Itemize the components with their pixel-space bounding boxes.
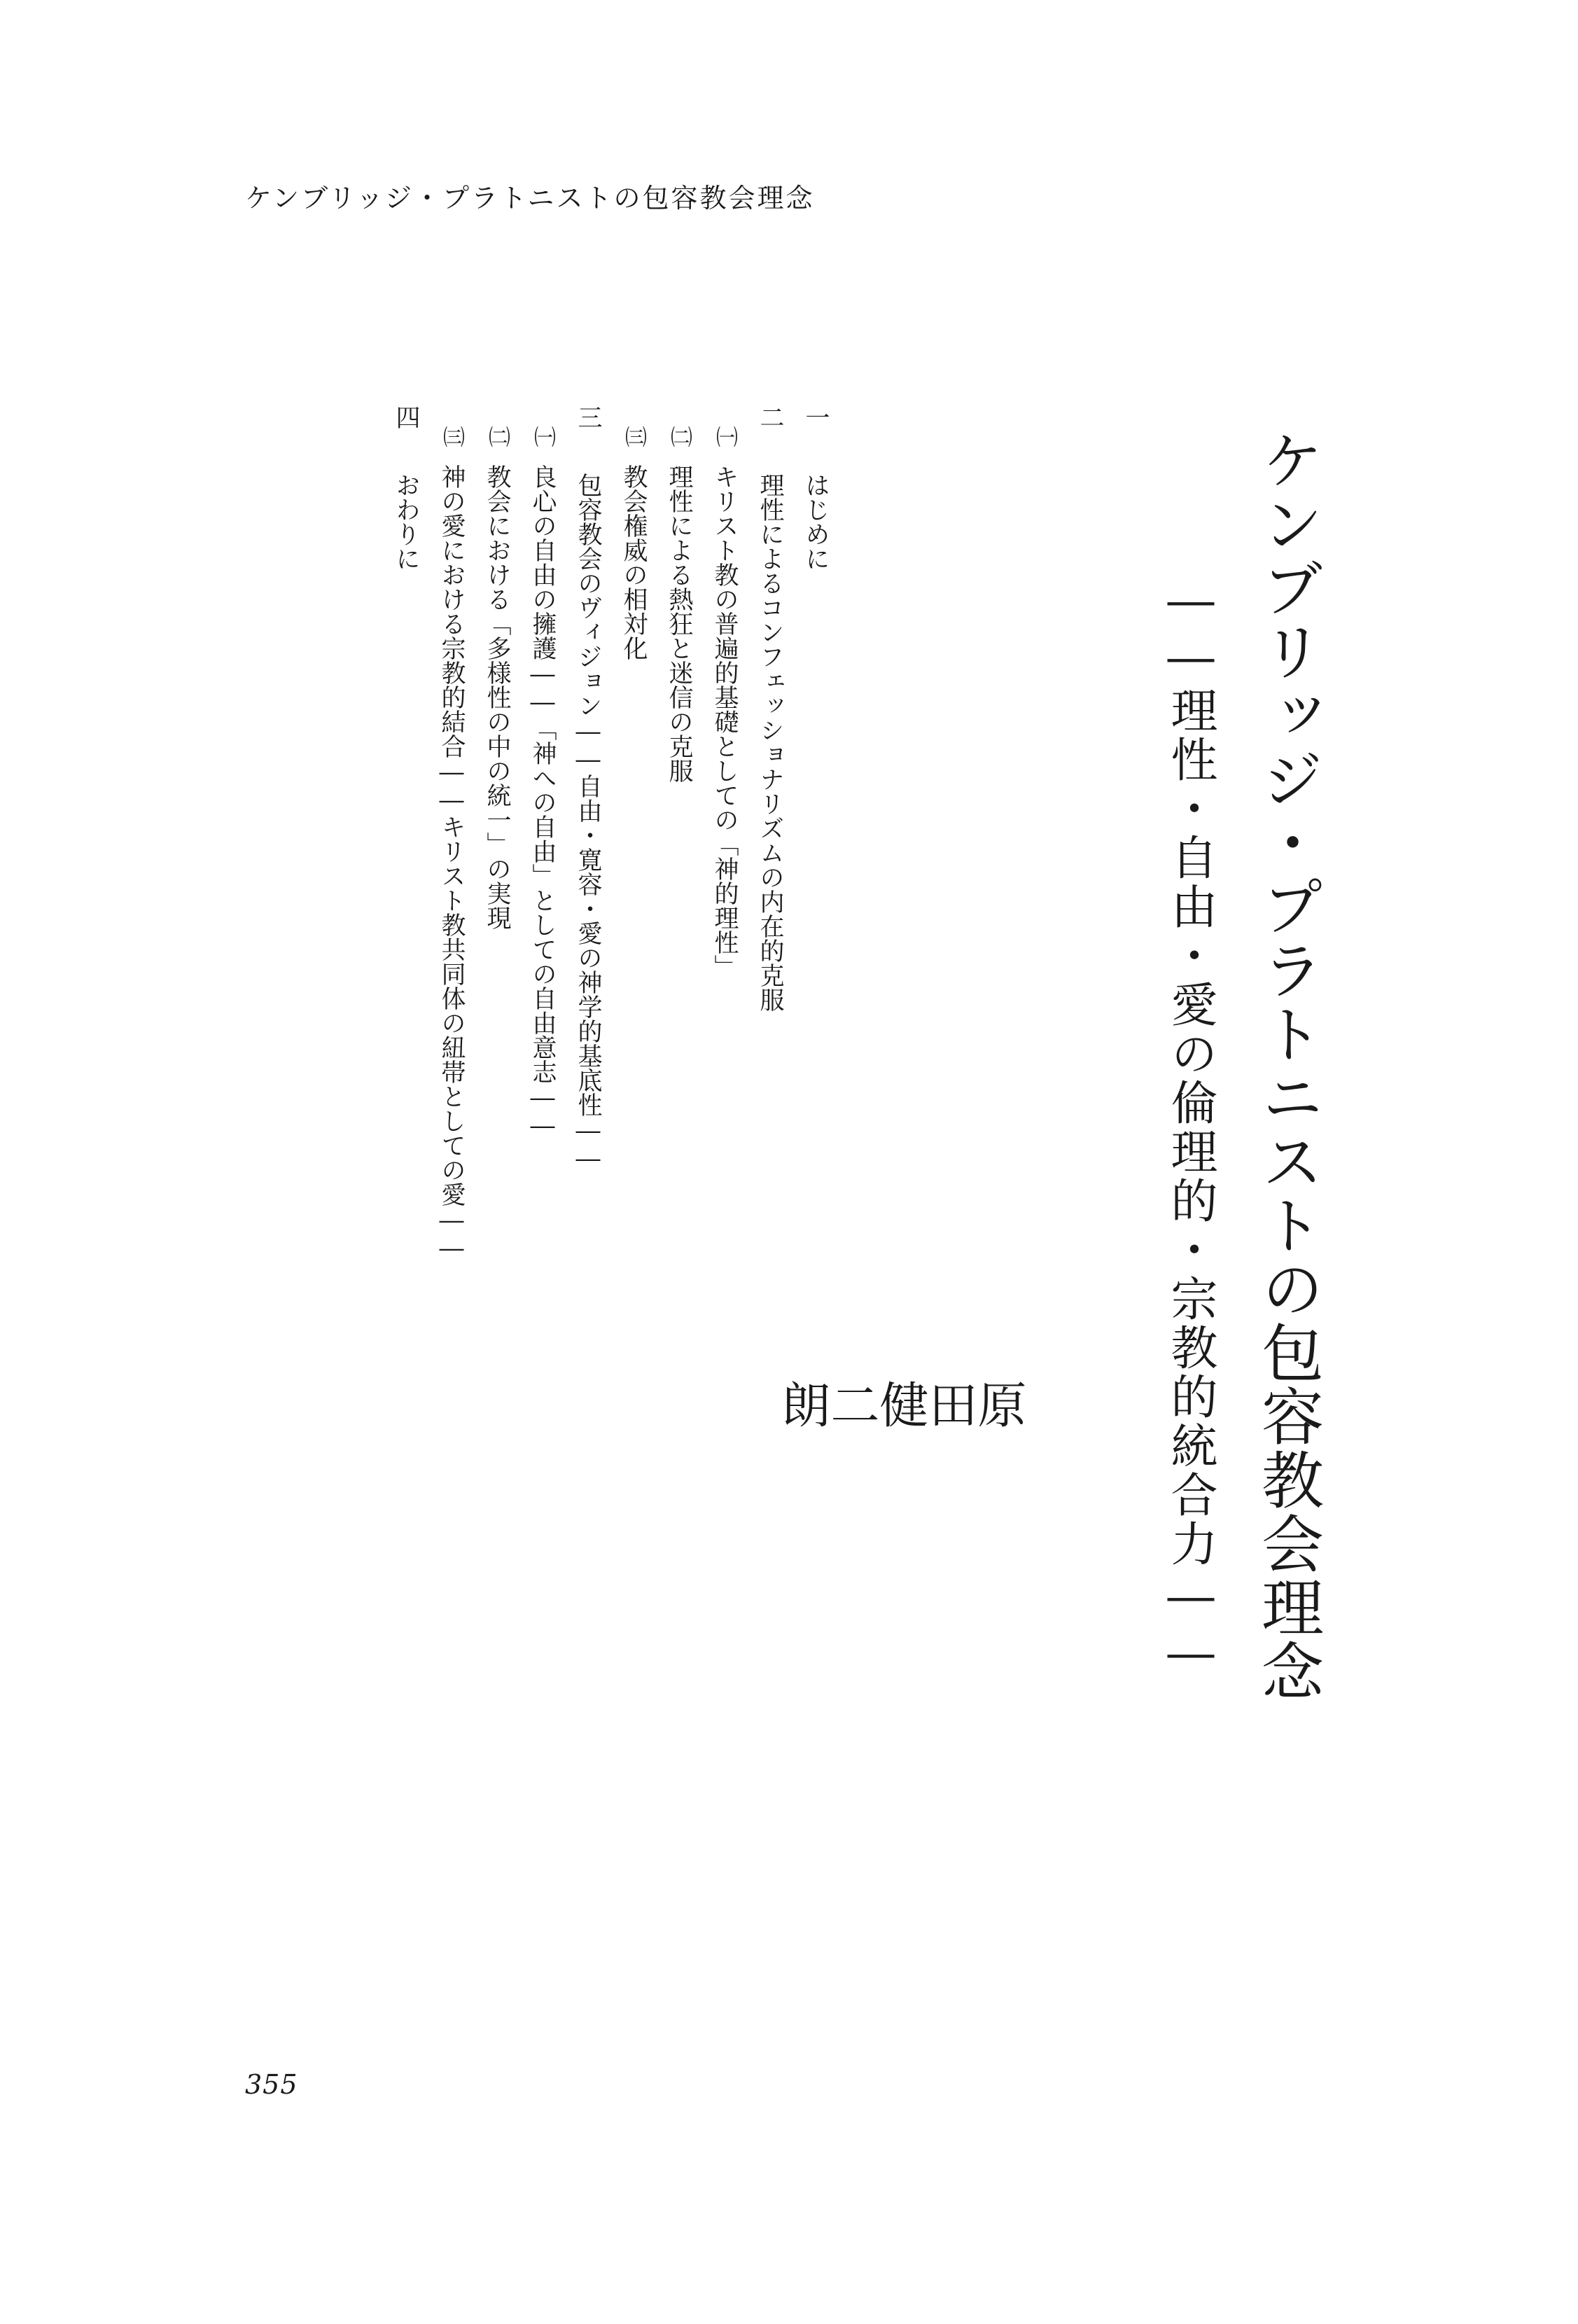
- table-of-contents: [368, 405, 830, 1399]
- toc-number: ㈢: [621, 426, 646, 447]
- toc-entry: [529, 405, 557, 1140]
- toc-entry: [438, 405, 466, 1262]
- toc-text: 教会における「多様性の中の統一」の実現: [483, 464, 511, 930]
- toc-text: はじめに: [802, 473, 830, 571]
- toc-number: 一: [802, 405, 830, 429]
- toc-text: キリスト教の普遍的基礎としての「神的理性」: [711, 464, 739, 979]
- running-header: ケンブリッジ・プラトニストの包容教会理念: [245, 183, 815, 214]
- toc-text: 教会権威の相対化: [620, 464, 648, 660]
- toc-number: 三: [574, 405, 602, 429]
- author-char: 田: [921, 1379, 978, 1428]
- toc-text: おわりに: [392, 473, 420, 571]
- article-title: ケンブリッジ・プラトニストの包容教会理念: [1252, 429, 1325, 1703]
- toc-text: 理性による熱狂と迷信の克服: [665, 464, 693, 783]
- toc-entry: [575, 405, 600, 1173]
- toc-entry: [484, 405, 509, 930]
- toc-number: ㈡: [484, 426, 510, 447]
- toc-entry: [393, 405, 418, 571]
- author-name: [774, 1379, 1027, 1561]
- toc-entry: [666, 405, 691, 783]
- toc-number: 四: [392, 405, 420, 429]
- page-number: 355: [245, 2069, 298, 2100]
- toc-number: ㈠: [530, 426, 555, 447]
- toc-number: ㈡: [666, 426, 692, 447]
- article-subtitle: ――理性・自由・愛の倫理的・宗教的統合力――: [1164, 573, 1218, 1682]
- toc-entry: [757, 405, 782, 1012]
- author-char: 朗: [774, 1379, 831, 1428]
- author-char: 原: [970, 1379, 1027, 1428]
- author-char: 健: [872, 1379, 929, 1428]
- toc-text: 神の愛における宗教的結合――キリスト教共同体の紐帯としての愛――: [438, 464, 466, 1262]
- toc-entry: [711, 405, 739, 979]
- toc-text: 包容教会のヴィジョン――自由・寛容・愛の神学的基底性――: [574, 473, 602, 1173]
- toc-number: 二: [756, 405, 784, 429]
- toc-entry: [803, 405, 828, 571]
- author-char: 二: [823, 1379, 880, 1428]
- toc-text: 理性によるコンフェッショナリズムの内在的克服: [756, 473, 784, 1012]
- toc-text: 良心の自由の擁護――「神への自由」としての自由意志――: [529, 464, 557, 1140]
- toc-number: ㈢: [439, 426, 464, 447]
- toc-number: ㈠: [712, 426, 737, 447]
- toc-entry: [620, 405, 648, 660]
